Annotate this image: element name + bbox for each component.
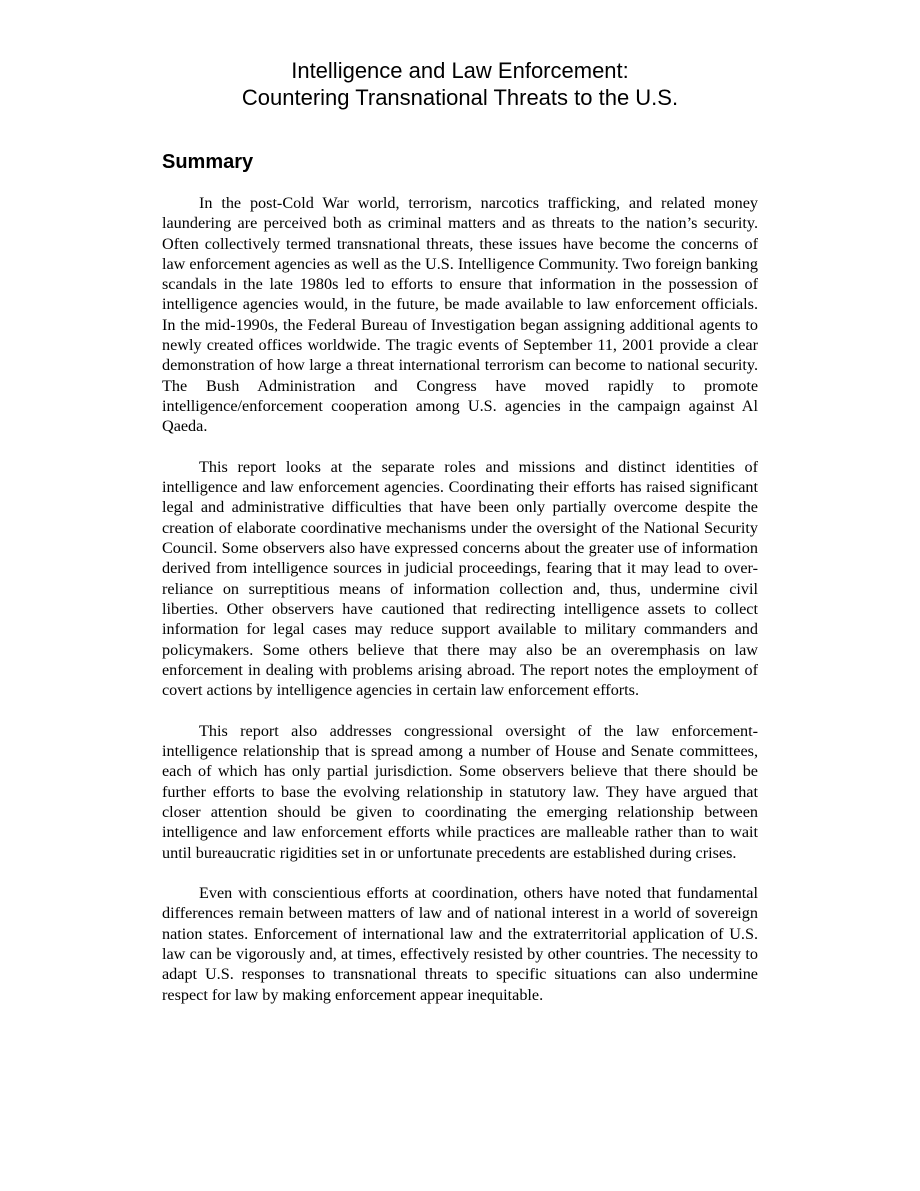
title-line-2: Countering Transnational Threats to the U.S. — [241, 85, 679, 110]
paragraph-2: This report looks at the separate roles and missions and distinct identities of intelligence and law enforcement agencies. Coordinating their efforts has raised significant legal and administrative difficulties that have been only partially overcome despite the creation of elaborate coordinative mechanisms under the oversight of the National Security Council. Some observers also have expressed concerns about the greater use of information derived from intelligence sources in judicial proceedings, fearing that it may lead to over-reliance on surreptitious means of information collection and, thus, undermine civil liberties. Other observers have cautioned that redirecting intelligence assets to collect information for legal cases may reduce support available to military commanders and policymakers. Some others believe that there may also be an overemphasis on law enforcement in dealing with problems arising abroad. The report notes the employment of covert actions by intelligence agencies in certain law enforcement efforts. — [162, 457, 758, 700]
summary-body — [162, 193, 758, 1025]
paragraph-3: This report also addresses congressional oversight of the law enforcement-intelligence relationship that is spread among a number of House and Senate committees, each of which has only partial jurisdiction. Some observers believe that there should be further efforts to base the evolving relationship in statutory law. They have argued that closer attention should be given to coordinating the emerging relationship between intelligence and law enforcement efforts while practices are malleable rather than to wait until bureaucratic rigidities set in or unfortunate precedents are established during crises. — [162, 721, 758, 862]
paragraph-1: In the post-Cold War world, terrorism, narcotics trafficking, and related money laundering are perceived both as criminal matters and as threats to the nation’s security. Often collectively termed transnational threats, these issues have become the concerns of law enforcement agencies as well as the U.S. Intelligence Community. Two foreign banking scandals in the late 1980s led to efforts to ensure that information in the possession of intelligence agencies would, in the future, be made available to law enforcement officials. In the mid-1990s, the Federal Bureau of Investigation began assigning additional agents to newly created offices worldwide. The tragic events of September 11, 2001 provide a clear demonstration of how large a threat international terrorism can become to national security. The Bush Administration and Congress have moved rapidly to promote intelligence/enforcement cooperation among U.S. agencies in the campaign against Al Qaeda. — [162, 194, 758, 436]
document-title — [0, 57, 920, 111]
summary-heading: Summary — [162, 151, 254, 173]
paragraph-4: Even with conscientious efforts at coordination, others have noted that fundamental differences remain between matters of law and of national interest in a world of sovereign nation states. Enforcement of international law and the extraterritorial application of U.S. law can be vigorously and, at times, effectively resisted by other countries. The necessity to adapt U.S. responses to transnational threats to specific situations can also undermine respect for law by making enforcement appear inequitable. — [162, 884, 758, 1004]
title-line-1: Intelligence and Law Enforcement: — [291, 58, 629, 83]
